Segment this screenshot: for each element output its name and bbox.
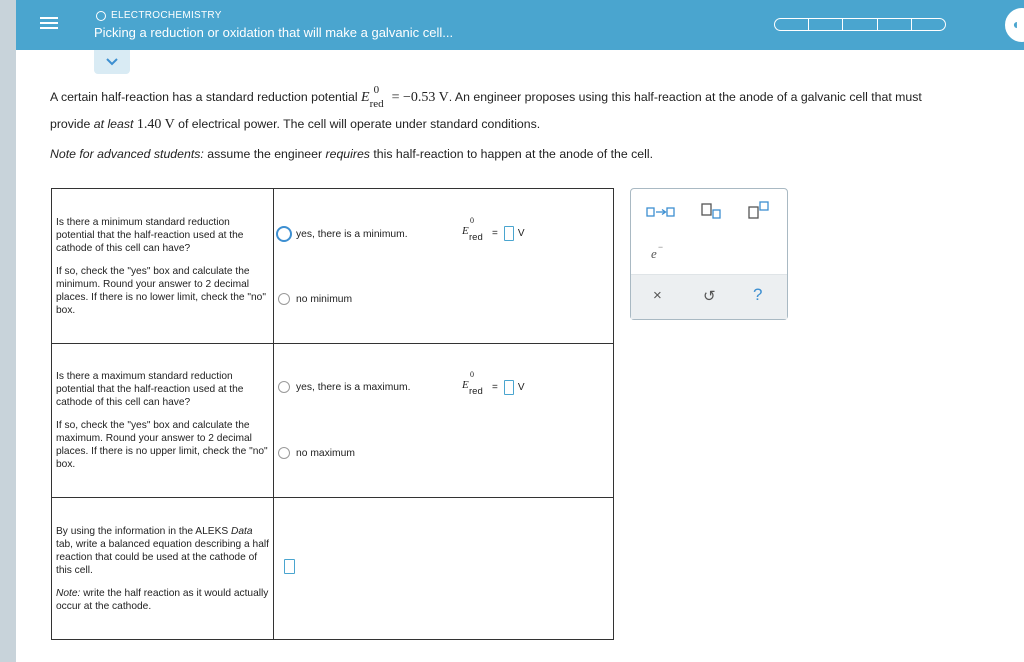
advanced-note: Note for advanced students: assume the engineer requires this half-reaction to happen at the anode of the cell.: [50, 147, 653, 161]
yes-maximum-radio[interactable]: [278, 381, 290, 393]
progress-segment: [809, 19, 843, 30]
clear-icon[interactable]: ×: [653, 287, 662, 304]
left-rail: [0, 0, 16, 662]
max-value-input[interactable]: [504, 380, 514, 395]
page-title: Picking a reduction or oxidation that will make a galvanic cell...: [94, 25, 454, 40]
progress-segment: [843, 19, 877, 30]
answer-cell: [274, 344, 614, 498]
e-red-min-field: E 0 red = V: [462, 216, 525, 243]
question-cell: By using the information in the ALEKS Data tab, write a balanced equation describing a half reaction that could be used at the cathode of this cell. Note: write the half reaction as it would actually occur at the cathode.: [52, 498, 274, 640]
top-bar: [16, 0, 1024, 50]
question-cell: Is there a maximum standard reduction potential that the half-reaction used at the cathode of this cell can have? If so, check the "yes" box and calculate the maximum. Round your answer to 2 decimal places. If there is no upper limit, check the "no" box.: [52, 344, 274, 498]
superscript-icon[interactable]: [748, 201, 772, 219]
yes-maximum-option[interactable]: yes, there is a maximum.: [278, 381, 410, 393]
question-table: [51, 188, 614, 640]
yes-minimum-radio[interactable]: [276, 226, 292, 242]
e-value: = −0.53 V: [391, 90, 449, 105]
circle-info-icon: ◖: [1011, 16, 1020, 32]
collapse-toggle[interactable]: [94, 50, 130, 74]
no-minimum-radio[interactable]: [278, 293, 290, 305]
required-voltage: 1.40 V: [136, 117, 175, 132]
electron-button[interactable]: e −: [651, 242, 664, 261]
progress-segment: [912, 19, 945, 30]
toolbox-actions: [631, 274, 787, 319]
no-maximum-option[interactable]: no maximum: [278, 447, 355, 459]
no-maximum-radio[interactable]: [278, 447, 290, 459]
info-button[interactable]: [1005, 8, 1024, 42]
problem-line-1: A certain half-reaction has a standard reduction potential E 0 red = −0.53 V. An engineer proposes using this half-reaction at the anode of a galvanic cell that must: [50, 84, 922, 110]
e-red-max-field: E 0 red = V: [462, 370, 525, 397]
problem-line-2: provide at least 1.40 V of electrical power. The cell will operate under standard conditions.: [50, 117, 541, 132]
progress-segment: [775, 19, 809, 30]
half-reaction-input[interactable]: [284, 559, 295, 574]
question-row-minimum: [52, 189, 614, 344]
problem-statement: [50, 84, 1024, 167]
progress-segment: [878, 19, 912, 30]
topic-label: ELECTROCHEMISTRY: [111, 10, 222, 21]
help-icon[interactable]: ?: [753, 285, 763, 304]
yes-minimum-option[interactable]: yes, there is a minimum.: [278, 226, 408, 242]
undo-icon[interactable]: ↺: [703, 288, 716, 305]
progress-bar: [774, 18, 946, 31]
toolbox-palette: [631, 189, 787, 274]
chevron-down-icon: [105, 57, 119, 67]
menu-icon[interactable]: [38, 14, 60, 36]
min-value-input[interactable]: [504, 226, 514, 241]
answer-cell: [274, 189, 614, 344]
no-minimum-option[interactable]: no minimum: [278, 293, 352, 305]
question-row-equation: [52, 498, 614, 640]
e-symbol: E: [361, 90, 370, 105]
topic-circle-icon: [96, 11, 106, 21]
reaction-arrow-icon[interactable]: [646, 206, 676, 218]
question-row-maximum: [52, 344, 614, 498]
question-cell: Is there a minimum standard reduction potential that the half-reaction used at the cathode of this cell can have? If so, check the "yes" box and calculate the minimum. Round your answer to 2 decimal places. If there is no lower limit, check the "no" box.: [52, 189, 274, 344]
topic-row: [96, 10, 222, 21]
subscript-icon[interactable]: [701, 203, 723, 219]
answer-cell: [274, 498, 614, 640]
equation-toolbox: [630, 188, 788, 320]
